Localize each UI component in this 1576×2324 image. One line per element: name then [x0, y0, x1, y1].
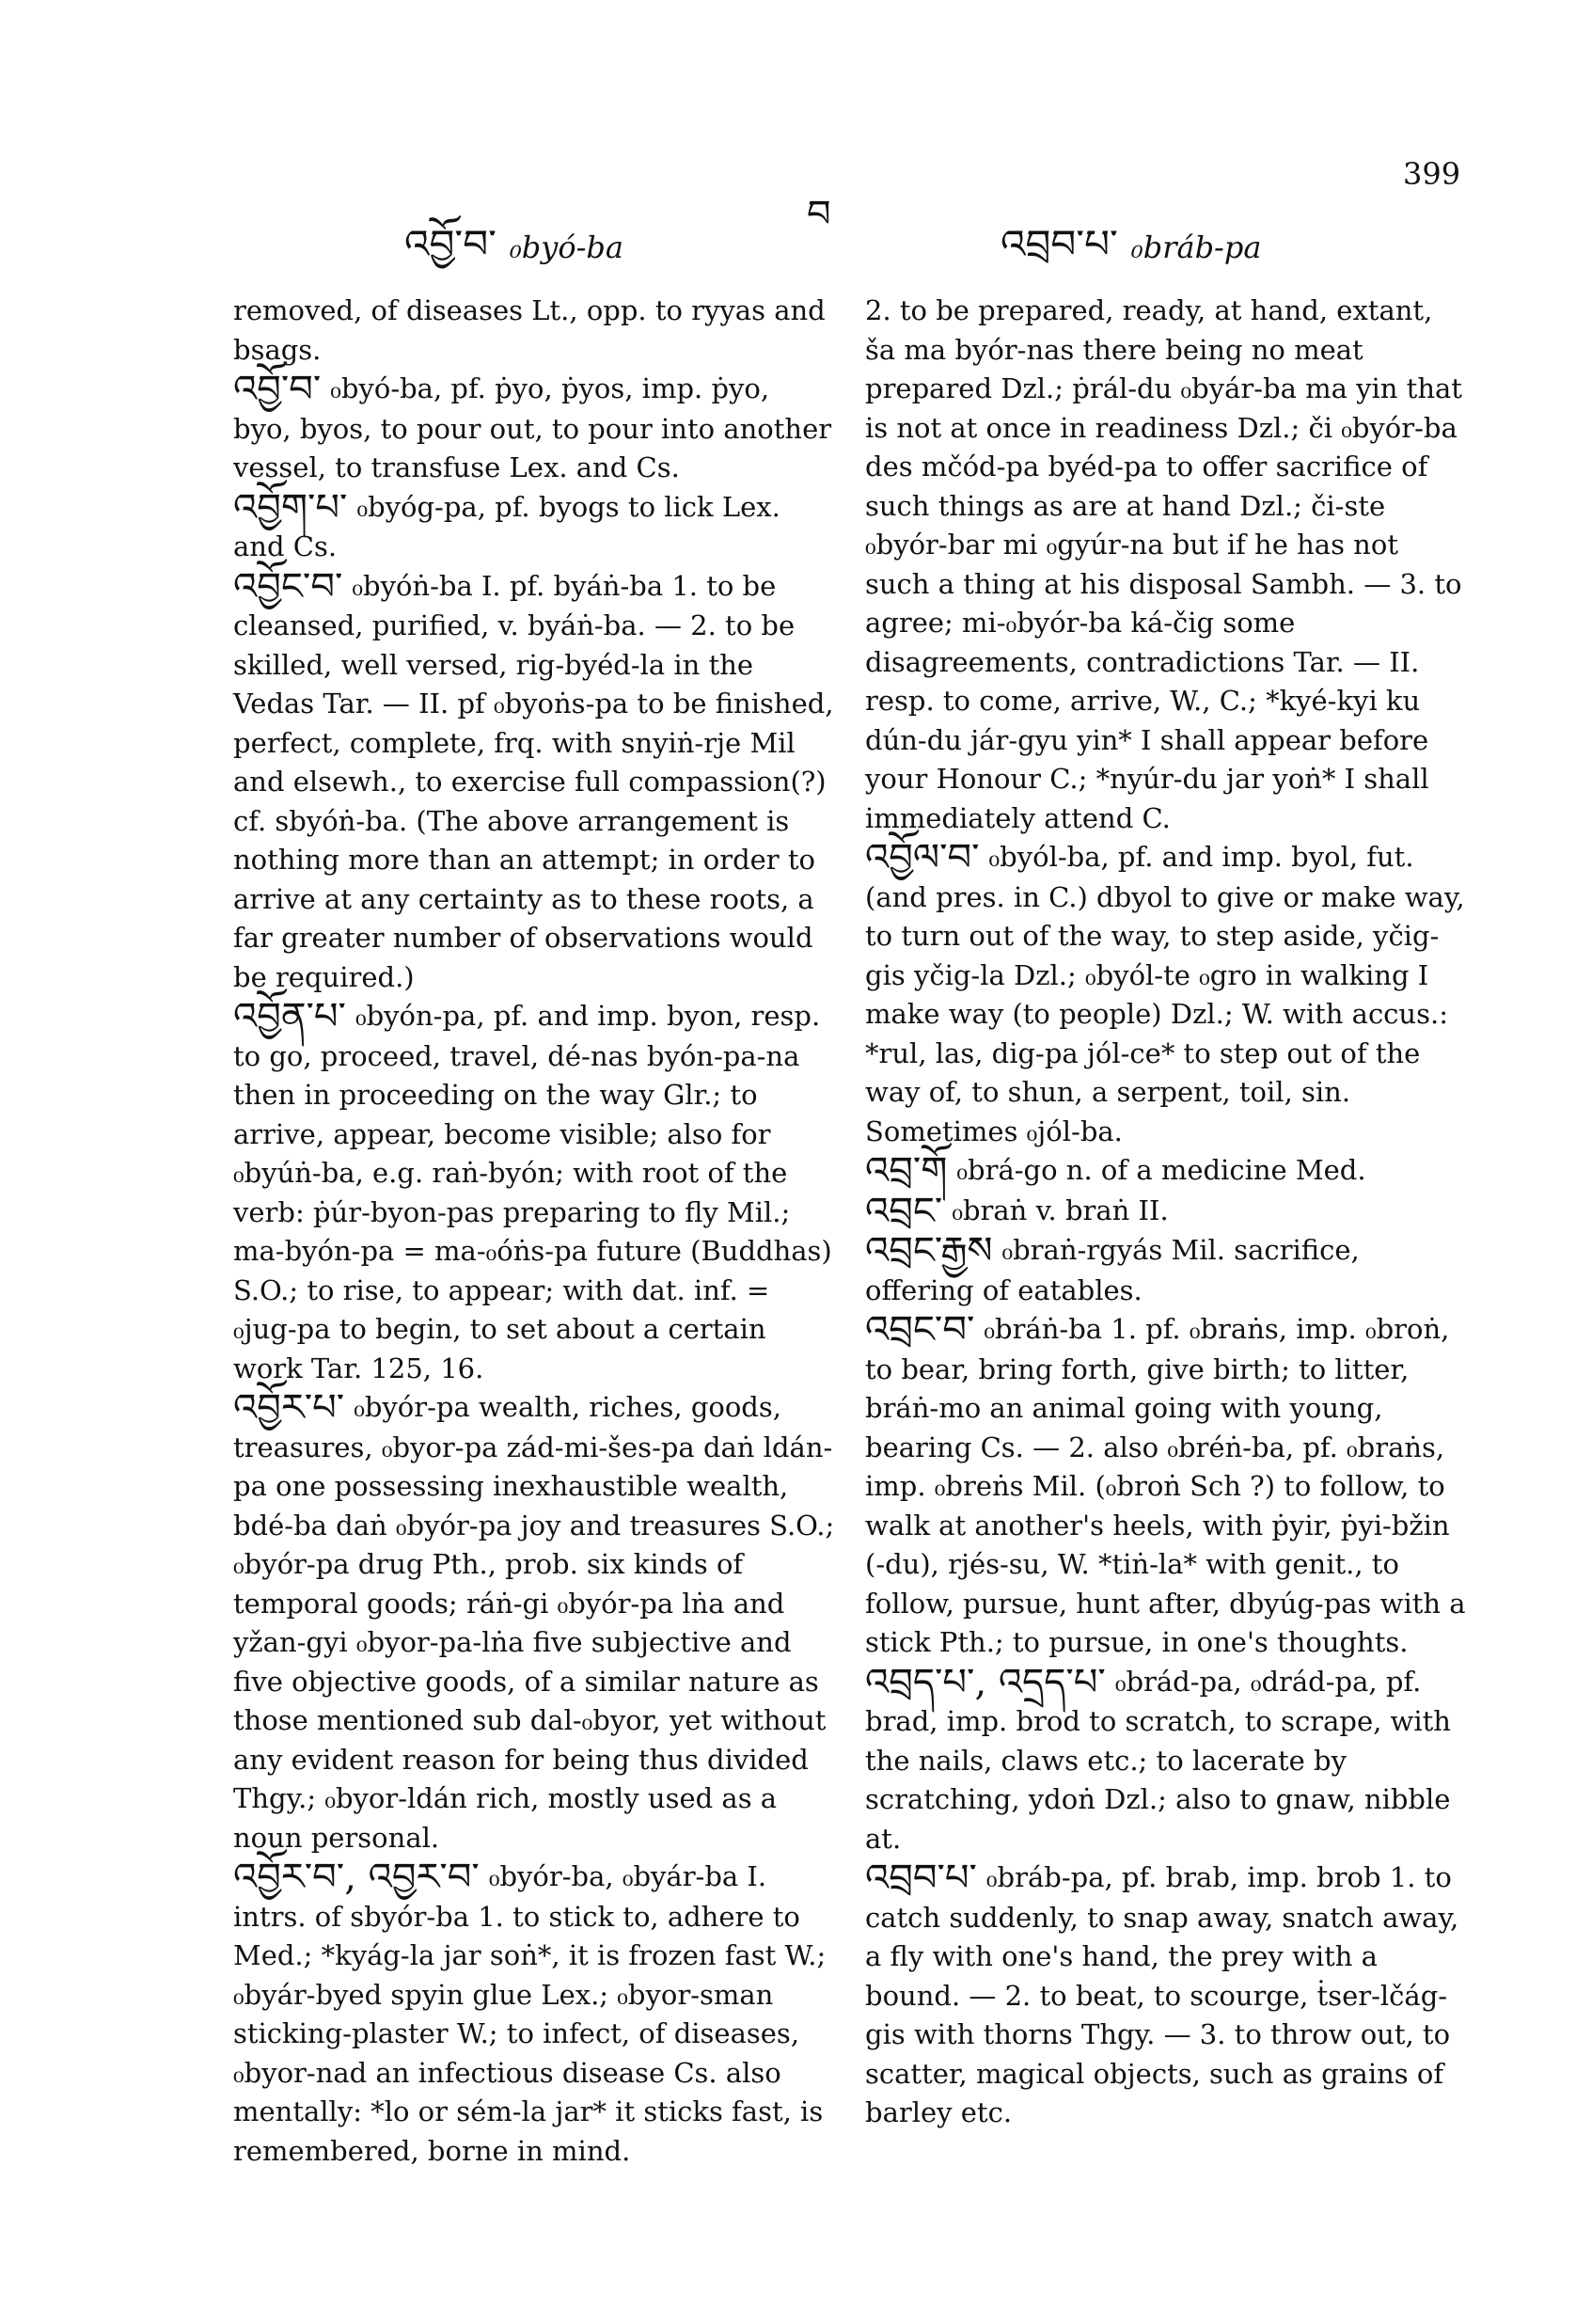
entry-headword-tibetan: འབྲང་རྒྱས: [865, 1229, 993, 1273]
entry-text: ₀byól-ba, pf. and imp. byol, fut. (and pres. in C.) dbyol to give or make way, to turn out of the way, to step aside, yčig-gis yčig-la Dzl.; ₀byól-te ₀gro in walking I make way (to people) Dzl.; W. with accus.: *rul, las, dig-pa jól-ce* to step out of the way of, to shun, a serpent, toil, sin. Sometimes ₀jól-ba.: [865, 841, 1465, 1147]
dictionary-entry: [865, 1151, 1467, 1192]
entry-text: 2. to be prepared, ready, at hand, extant, ša ma byór-nas there being no meat prepared Dzl.; ṗrál-du ₀byár-ba ma yin that is not at once in readiness Dzl.; či ₀byór-ba des mčód-pa byéd-pa to offer sacrifice of such things as are at hand Dzl.; či-ste ₀byór-bar mi ₀gyúr-na but if he has not such a thing at his disposal Sambh. — 3. to agree; mi-₀byór-ba ká-čig some disagreements, contradictions Tar. — II. resp. to come, arrive, W., C.; *kyé-kyi ku dún-du jár-gyu yin* I shall appear before your Honour C.; *nyúr-du jar yoṅ* I shall immediately attend C.: [865, 294, 1462, 834]
entry-headword-tibetan: འབྱོང་བ་: [233, 564, 343, 609]
dictionary-entry: [865, 292, 1467, 838]
entry-text: removed, of diseases Lt., opp. to ryyas and bsags.: [233, 294, 826, 366]
entry-text: ₀byóṅ-ba I. pf. byáṅ-ba 1. to be cleansed, purified, v. byáṅ-ba. — 2. to be skilled, well versed, rig-byéd-la in the Vedas Tar. — II. pf ₀byoṅs-pa to be finished, perfect, complete, frq. with snyiṅ-rje Mil and elsewh., to exercise full compassion(?) cf. sbyóṅ-ba. (The above arrangement is nothing more than an attempt; in order to arrive at any certainty as to these roots, a far greater number of observations would be required.): [233, 569, 834, 993]
entry-text: ₀byó-ba, pf. ṗyo, ṗyos, imp. ṗyo, byo, byos, to pour out, to pour into another vessel, to transfuse Lex. and Cs.: [233, 372, 832, 483]
entry-text: ₀braṅ-rgyás Mil. sacrifice, offering of eatables.: [865, 1234, 1360, 1306]
dictionary-entry: [865, 1858, 1467, 2133]
entry-headword-tibetan: འབྲད་པ་, འདྲད་པ་: [865, 1660, 1106, 1704]
entry-headword-tibetan: འབྲ་གོ: [865, 1149, 948, 1193]
section-letter: བ: [807, 193, 831, 236]
dictionary-entry: [233, 1388, 835, 1858]
dictionary-entry: [865, 838, 1467, 1151]
dictionary-entry: [233, 1858, 835, 2171]
entry-text: ₀bráb-pa, pf. brab, imp. brob 1. to catch suddenly, to snap away, snatch away, a fly with one's hand, the prey with a bound. — 2. to beat, to scourge, ṫser-lčág-gis with thorns Thgy. — 3. to throw out, to scatter, magical objects, such as grains of barley etc.: [865, 1861, 1459, 2128]
entry-headword-tibetan: འབྱོན་པ་: [233, 995, 346, 1038]
dictionary-entry: [865, 1189, 1467, 1233]
entry-headword-tibetan: འབྲང་: [865, 1189, 943, 1233]
running-head-right-tibetan: འབྲབ་པ་: [1001, 221, 1118, 267]
dictionary-entry: [865, 1310, 1467, 1663]
dictionary-entry: [233, 485, 835, 567]
page-number: 399: [1403, 156, 1461, 192]
entry-headword-tibetan: འབྱོར་བ་, འབྱར་བ་: [233, 1856, 480, 1899]
entry-headword-tibetan: འབྱོལ་བ་: [865, 836, 980, 879]
running-head-right-roman: ₀bráb-pa: [1130, 229, 1262, 265]
entry-text: ₀byór-ba, ₀byár-ba I. intrs. of sbyór-ba 1. to stick to, adhere to Med.; *kyág-la jar soṅ*, it is frozen fast W.; ₀byár-byed spyin glue Lex.; ₀byor-sman sticking-plaster W.; to infect, of diseases, ₀byor-nad an infectious disease Cs. also mentally: *lo or sém-la jar* it sticks fast, is remembered, borne in mind.: [233, 1860, 827, 2167]
dictionary-entry: [865, 1660, 1467, 1859]
entry-text: ₀byón-pa, pf. and imp. byon, resp. to go, proceed, travel, dé-nas byón-pa-na then in proceeding on the way Glr.; to arrive, appear, become visible; also for ₀byúṅ-ba, e.g. raṅ-byón; with root of the verb: ṗúr-byon-pas preparing to fly Mil.; ma-byón-pa = ma-₀óṅs-pa future (Buddhas) S.O.; to rise, to appear; with dat. inf. = ₀jug-pa to begin, to set about a certain work Tar. 125, 16.: [233, 1000, 832, 1384]
dictionary-entry: [865, 1231, 1467, 1310]
dictionary-entry: [233, 564, 835, 998]
entry-headword-tibetan: འབྲང་བ་: [865, 1308, 975, 1352]
dictionary-entry: [233, 292, 835, 370]
running-head-left-tibetan: འབྱོ་བ་: [404, 221, 496, 267]
entry-text: ₀byór-pa wealth, riches, goods, treasures, ₀byor-pa zád-mi-šes-pa daṅ ldán-pa one possessing inexhaustible wealth, bdé-ba daṅ ₀byór-pa joy and treasures S.O.; ₀byór-pa drug Pth., prob. six kinds of temporal goods; ráṅ-gi ₀byór-pa lṅa and yžan-gyi ₀byor-pa-lṅa five subjective and five objective goods, of a similar nature as those mentioned sub dal-₀byor, yet without any evident reason for being thus divided Thgy.; ₀byor-ldán rich, mostly used as a noun personal.: [233, 1391, 835, 1854]
entry-headword-tibetan: འབྱོ་བ་: [233, 368, 322, 411]
entry-text: ₀braṅ v. braṅ II.: [952, 1194, 1169, 1226]
dictionary-entry: [233, 997, 835, 1388]
entry-headword-tibetan: འབྱོག་པ་: [233, 485, 348, 530]
entry-text: ₀bráṅ-ba 1. pf. ₀braṅs, imp. ₀broṅ, to bear, bring forth, give birth; to litter, bráṅ-mo an animal going with young, bearing Cs. — 2. also ₀bréṅ-ba, pf. ₀braṅs, imp. ₀breṅs Mil. (₀broṅ Sch ?) to follow, to walk at another's heels, with ṗyir, ṗyi-bžin (-du), rjés-su, W. *tiṅ-la* with genit., to follow, pursue, hunt after, dbyúg-pas with a stick Pth.; to pursue, in one's thoughts.: [865, 1313, 1466, 1658]
entry-headword-tibetan: འབྱོར་པ་: [233, 1386, 345, 1430]
left-column: [233, 292, 835, 2171]
entry-text: ₀byóg-pa, pf. byogs to lick Lex. and Cs.: [233, 490, 780, 562]
right-column: [865, 292, 1467, 2133]
dictionary-entry: [233, 370, 835, 488]
entry-headword-tibetan: འབྲབ་པ་: [865, 1857, 977, 1900]
entry-text: ₀brád-pa, ₀drád-pa, pf. brad, imp. brod to scratch, to scrape, with the nails, claws etc.; to lacerate by scratching, ydoṅ Dzl.; also to gnaw, nibble at.: [865, 1665, 1451, 1855]
running-head-left-roman: ₀byó-ba: [509, 229, 623, 265]
entry-text: ₀brá-go n. of a medicine Med.: [956, 1154, 1366, 1186]
